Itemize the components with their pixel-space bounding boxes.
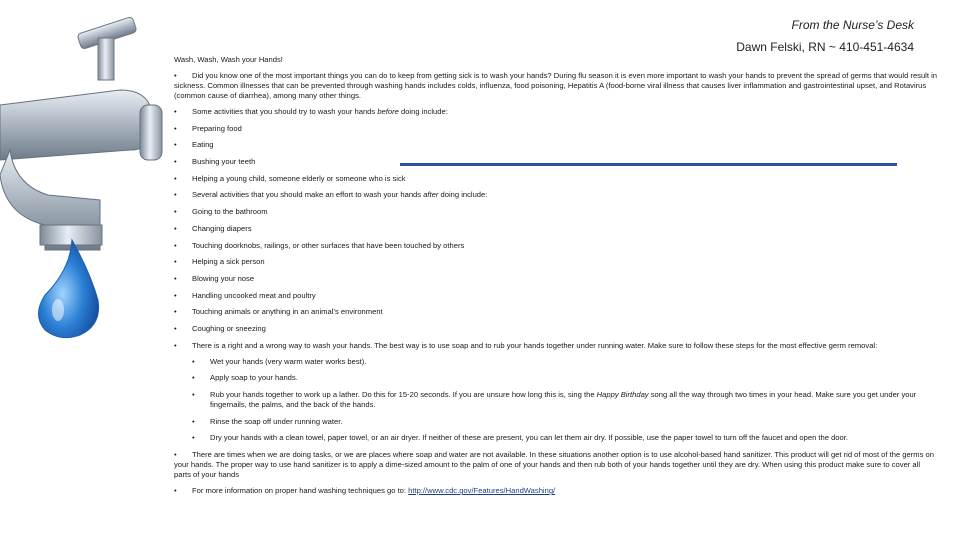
step-item: • Wet your hands (very warm water works best). <box>192 356 367 366</box>
list-item: • Coughing or sneezing <box>174 323 266 333</box>
bullet: • <box>174 71 177 80</box>
after-intro: • Several activities that you should make an effort to wash your hands after doing include: <box>174 190 488 200</box>
before-intro: • Some activities that you should try to wash your hands before doing include: <box>174 107 448 116</box>
steps-list <box>192 357 938 444</box>
list-item: • Changing diapers <box>174 223 252 233</box>
author-contact: Dawn Felski, RN ~ 410-451-4634 <box>736 40 914 54</box>
list-item: • Going to the bathroom <box>174 207 268 217</box>
sanitizer-paragraph: • There are times when we are doing tasks, or we are places where soap and water are not available. In these situations another option is to use alcohol-based hand sanitizer. This product will get rid of most of the germs on your hands. The proper way to use hand sanitizer is to apply a dime-sized amount to the palm of one of your hands and then rub both of your hands together until they are dry. When using this product make sure to cover all parts of your hands <box>174 450 934 480</box>
step-item: • Rub your hands together to work up a lather. Do this for 15-20 seconds. If you are unsure how long this is, sing the Happy Birthday song all the way through two times in your head. Make sure you get under your fingernails, the palms, and the back of the hands. <box>192 390 917 409</box>
list-item: • Eating <box>174 140 214 150</box>
list-item: • Handling uncooked meat and poultry <box>174 290 316 300</box>
list-item: • Touching doorknobs, railings, or other surfaces that have been touched by others <box>174 240 465 250</box>
step-item: • Rinse the soap off under running water. <box>192 416 343 426</box>
intro-paragraph: • Did you know one of the most important things you can do to keep from getting sick is to wash your hands? During flu season it is even more important to wash your hands to prevent the spread of germs that would result in sickness. Common illnesses that can be prevented through washing hands includes colds, influenza, food poisoning, Hepatitis A (food-borne viral illness that causes liver inflammation and gastrointestinal upset, and Rotavirus (common cause of diarrhea), among many other things. <box>174 71 938 100</box>
list-item: • Helping a young child, someone elderly or someone who is sick <box>174 173 406 183</box>
step-item: • Apply soap to your hands. <box>192 373 298 383</box>
article-body <box>174 55 938 503</box>
cdc-handwashing-link[interactable]: http://www.cdc.gov/Features/HandWashing/ <box>408 486 556 496</box>
list-item: • Bushing your teeth <box>174 157 256 167</box>
newsletter-title: From the Nurse’s Desk <box>791 18 914 32</box>
list-item: • Preparing food <box>174 123 242 133</box>
list-item: • Touching animals or anything in an animal’s environment <box>174 307 383 317</box>
list-item: • Helping a sick person <box>174 257 265 267</box>
article-heading: Wash, Wash, Wash your Hands! <box>174 55 283 64</box>
faucet-illustration <box>0 10 175 340</box>
right-way-paragraph: • There is a right and a wrong way to wash your hands. The best way is to use soap and to rub your hands together under running water. Make sure to follow these steps for the most effective germ removal: <box>174 340 878 350</box>
step-item: • Dry your hands with a clean towel, paper towel, or an air dryer. If neither of these are present, you can let them air dry. If possible, use the paper towel to turn off the faucet and open the door. <box>192 433 848 443</box>
more-info: • For more information on proper hand washing techniques go to: http://www.cdc.gov/Features/HandWashing/ <box>174 486 556 496</box>
list-item: • Blowing your nose <box>174 273 255 283</box>
